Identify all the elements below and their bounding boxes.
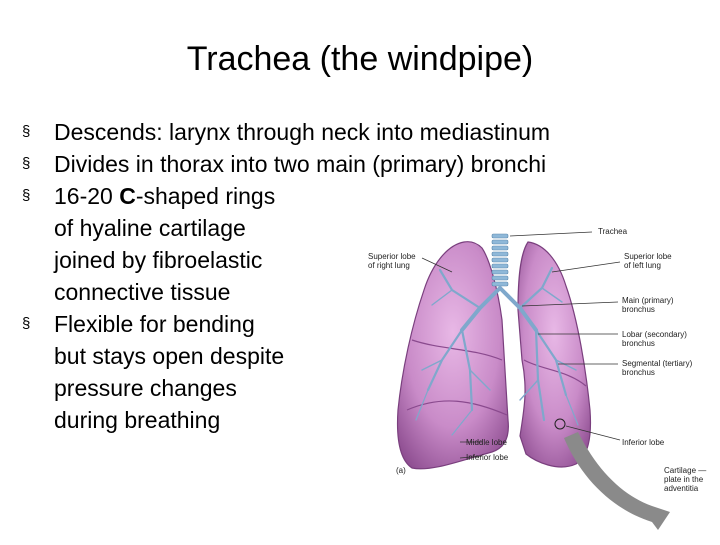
bullet-text: Descends: larynx through neck into mediastinum (54, 119, 551, 145)
label-cartilage-2: plate in the (664, 475, 704, 484)
bullet-item (22, 148, 550, 180)
bullet-item (22, 180, 550, 212)
label-main-bronchus-1: Main (primary) (622, 296, 674, 305)
label-inferior-lobe-right: Inferior lobe (466, 453, 509, 462)
bullet-text (54, 180, 275, 212)
bullet-text: pressure changes (54, 375, 237, 401)
bullet-text: connective tissue (54, 279, 231, 305)
bullet-text: during breathing (54, 407, 221, 433)
bullet-bold-letter: C (119, 183, 136, 209)
bullet-marker-icon: § (22, 123, 31, 140)
label-inferior-lobe-left: Inferior lobe (622, 438, 665, 447)
bullet-item (22, 116, 550, 148)
left-lung (518, 242, 590, 467)
label-panel-a: (a) (396, 466, 406, 475)
label-segmental-bronchus-2: bronchus (622, 368, 655, 377)
label-trachea: Trachea (598, 227, 628, 236)
bullet-marker-icon: § (22, 315, 31, 332)
label-superior-right-1: Superior lobe (368, 252, 416, 261)
slide-title: Trachea (the windpipe) (186, 40, 534, 78)
label-lobar-bronchus-1: Lobar (secondary) (622, 330, 687, 339)
label-segmental-bronchus-1: Segmental (tertiary) (622, 359, 693, 368)
label-middle-lobe: Middle lobe (466, 438, 507, 447)
bullet-text: Flexible for bending (54, 311, 255, 337)
label-lobar-bronchus-2: bronchus (622, 339, 655, 348)
label-main-bronchus-2: bronchus (622, 305, 655, 314)
label-cartilage-3: adventitia (664, 484, 699, 493)
bullet-marker-icon: § (22, 155, 31, 172)
label-cartilage-1: Cartilage — (664, 466, 707, 475)
bullet-text: Divides in thorax into two main (primary) bronchi (54, 151, 547, 177)
label-superior-right-2: of right lung (368, 261, 410, 270)
bullet-prefix: 16-20 (54, 183, 120, 209)
bullet-suffix: -shaped rings (135, 183, 276, 209)
lungs-figure (352, 210, 720, 540)
bullet-marker-icon: § (22, 187, 31, 204)
bullet-text: of hyaline cartilage (54, 215, 246, 241)
label-superior-left-1: Superior lobe (624, 252, 672, 261)
trachea (492, 234, 508, 286)
bullet-text: joined by fibroelastic (54, 247, 263, 273)
label-superior-left-2: of left lung (624, 261, 661, 270)
bullet-text: but stays open despite (54, 343, 285, 369)
